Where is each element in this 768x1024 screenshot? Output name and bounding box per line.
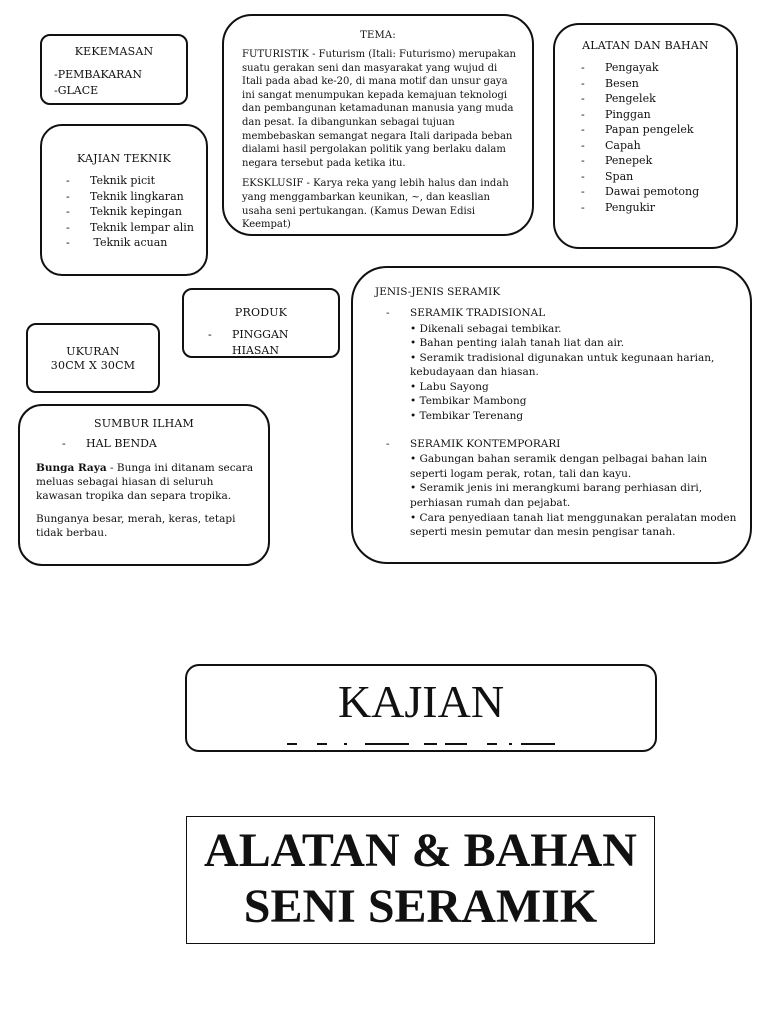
main-title-line1: ALATAN & BAHAN xyxy=(204,824,637,877)
kekemasan-item: -PEMBAKARAN xyxy=(54,68,143,81)
kajian-teknik-box xyxy=(40,124,208,276)
bunga-description: Bunganya besar, merah, keras, tetapi tidak berbau. xyxy=(36,512,236,539)
alatan-item: - Span xyxy=(575,169,736,185)
tradisional-bullet: • Seramik tradisional digunakan untuk kegunaan harian, kebudayaan dan hiasan. xyxy=(410,351,738,380)
kontemporari-heading: - SERAMIK KONTEMPORARI xyxy=(380,437,750,453)
kekemasan-title: KEKEMASAN xyxy=(74,45,154,58)
sumber-ilham-box xyxy=(18,404,270,566)
tradisional-bullet: • Tembikar Terenang xyxy=(410,409,738,424)
tradisional-bullet: • Dikenali sebagai tembikar. xyxy=(410,322,738,337)
alatan-item: - Penepek xyxy=(575,153,736,169)
kontemporari-list xyxy=(373,452,738,540)
jenis-tradisional-heading xyxy=(380,306,750,322)
alatan-title: ALATAN DAN BAHAN xyxy=(582,39,709,52)
sumber-item: - HAL BENDA xyxy=(56,436,268,452)
tradisional-bullet: • Labu Sayong xyxy=(410,380,738,395)
produk-box xyxy=(182,288,340,358)
bunga-raya-bold: Bunga Raya xyxy=(36,461,107,474)
alatan-item: - Capah xyxy=(575,138,736,154)
teknik-item: - Teknik lingkaran xyxy=(60,189,206,205)
ukuran-box xyxy=(26,323,160,393)
tradisional-bullet: • Tembikar Mambong xyxy=(410,394,738,409)
bunga-raya-desc: - Bunga ini ditanam secara meluas sebagai hiasan di seluruh kawasan tropika dan separa tropika. xyxy=(36,461,254,502)
jenis-title: JENIS-JENIS SERAMIK xyxy=(375,286,501,298)
alatan-item: - Pengelek xyxy=(575,91,736,107)
ukuran-value: 30CM X 30CM xyxy=(50,359,136,372)
kajian-title: KAJIAN xyxy=(337,676,505,727)
tema-box xyxy=(222,14,534,236)
alatan-box xyxy=(553,23,738,249)
main-title-box xyxy=(186,816,655,944)
tradisional-heading: - SERAMIK TRADISIONAL xyxy=(380,306,750,322)
alatan-list xyxy=(575,60,736,215)
tema-eksklusif: EKSKLUSIF - Karya reka yang lebih halus dan indah yang menggambarkan keunikan, ~, dan keaslian usaha seni pertukangan. (Kamus Dewan Edisi Keempat) xyxy=(242,178,509,231)
jenis-seramik-box xyxy=(351,266,752,564)
alatan-item: - Papan pengelek xyxy=(575,122,736,138)
alatan-item: - Pengayak xyxy=(575,60,736,76)
alatan-item: - Dawai pemotong xyxy=(575,184,736,200)
kontemporari-bullet: • Seramik jenis ini merangkumi barang perhiasan diri, perhiasan rumah dan pejabat. xyxy=(410,481,738,510)
ukuran-title: UKURAN xyxy=(66,345,120,358)
teknik-item: - Teknik kepingan xyxy=(60,204,206,220)
tradisional-list xyxy=(373,322,738,424)
tradisional-bullet: • Bahan penting ialah tanah liat dan air. xyxy=(410,336,738,351)
jenis-kontemporari-heading xyxy=(380,437,750,453)
produk-list xyxy=(202,327,338,358)
kajian-teknik-list xyxy=(60,173,206,251)
bunga-raya-text xyxy=(36,461,256,503)
produk-item: - PINGGAN HIASAN xyxy=(202,327,338,358)
alatan-item: - Pinggan xyxy=(575,107,736,123)
sumber-title: SUMBUR ILHAM xyxy=(93,417,195,430)
kajian-title-box xyxy=(185,664,657,752)
main-title-line2: SENI SERAMIK xyxy=(243,880,598,933)
sumber-list xyxy=(56,436,268,452)
tema-futuristik: FUTURISTIK - Futurism (Itali: Futurismo) merupakan suatu gerakan seni dan masyarakat yang wujud di Itali pada abad ke-20, di mana motif dan unsur gaya ini sangat menumpukan kepada kemajuan teknologi dan pembangunan ketamadunan manusia yang muda dan pesat. Ia dibangunkan sebagai tujuan membebaskan semangat negara Itali daripada beban dialami hasil pergolakan politik yang berlaku dalam negara tersebut pada ketika itu. xyxy=(242,49,516,169)
kajian-teknik-title: KAJIAN TEKNIK xyxy=(77,152,171,165)
teknik-item: - Teknik picit xyxy=(60,173,206,189)
truncated-text-strokes xyxy=(187,738,657,750)
alatan-item: - Besen xyxy=(575,76,736,92)
teknik-item: - Teknik acuan xyxy=(60,235,206,251)
alatan-item: - Pengukir xyxy=(575,200,736,216)
kontemporari-bullet: • Gabungan bahan seramik dengan pelbagai bahan lain seperti logam perak, rotan, tali dan kayu. xyxy=(410,452,738,481)
kekemasan-item: -GLACE xyxy=(54,83,99,97)
produk-title: PRODUK xyxy=(234,306,288,319)
tema-title: TEMA: xyxy=(360,30,396,41)
kekemasan-box xyxy=(40,34,188,105)
teknik-item: - Teknik lempar alin xyxy=(60,220,206,236)
kontemporari-bullet: • Cara penyediaan tanah liat menggunakan peralatan moden seperti mesin pemutar dan mesin pengisar tanah. xyxy=(410,511,738,540)
